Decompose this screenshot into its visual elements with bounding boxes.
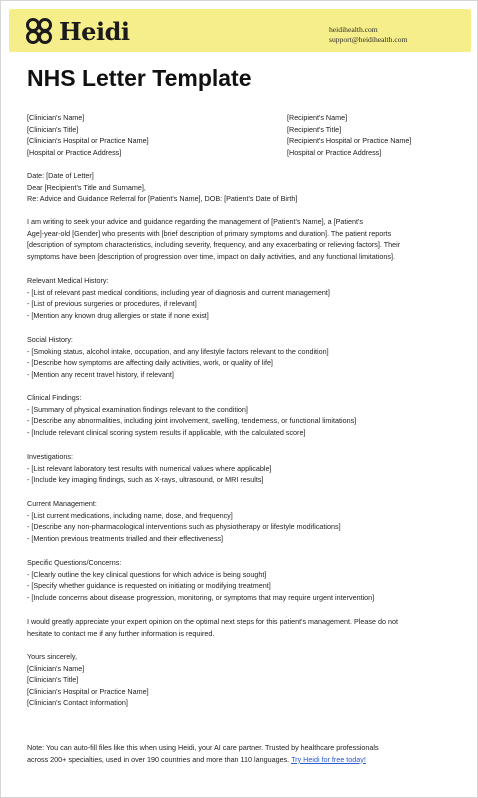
section-item: - [Clearly outline the key clinical questions for which advice is being sought] — [27, 569, 267, 579]
section-item: - [Include concerns about disease progression, monitoring, or symptoms that may require urgent intervention] — [27, 592, 375, 602]
section-item: - [Describe how symptoms are affecting daily activities, work, or quality of life] — [27, 358, 273, 368]
section-item: - [Summary of physical examination findings relevant to the condition] — [27, 404, 248, 414]
section-current-management — [27, 498, 457, 544]
section-item: - [Describe any non-pharmacological interventions such as physiotherapy or lifestyle modifications] — [27, 522, 341, 532]
section-item: - [Specify whether guidance is requested on initiating or modifying treatment] — [27, 581, 271, 591]
page-title: NHS Letter Template — [27, 65, 252, 91]
section-heading: Investigations: — [27, 452, 73, 461]
recipient-line: [Recipient's Name] — [287, 113, 348, 122]
note-line — [27, 754, 457, 766]
letter-header — [27, 170, 457, 205]
intro-line: [description of symptom characteristics, including severity, frequency, and any exacerbating or relieving factors]. Their — [27, 240, 401, 250]
section-item: - [Mention any known drug allergies or state if none exist] — [27, 310, 209, 320]
signoff-line: [Clinician's Title] — [27, 675, 79, 685]
section-investigations — [27, 451, 457, 486]
signoff-line: [Clinician's Name] — [27, 663, 85, 673]
section-heading: Social History: — [27, 335, 73, 344]
section-item: - [Include relevant clinical scoring system results if applicable, with the calculated score] — [27, 427, 306, 437]
section-item: - [Describe any abnormalities, including joint involvement, swelling, tenderness, or functional limitations] — [27, 416, 357, 426]
sender-line: [Hospital or Practice Address] — [27, 147, 122, 157]
section-item: - [Include key imaging findings, such as X-rays, ultrasound, or MRI results] — [27, 475, 264, 485]
try-heidi-link[interactable]: Try Heidi for free today! — [291, 754, 366, 764]
section-heading: Specific Questions/Concerns: — [27, 558, 122, 567]
intro-paragraph — [27, 216, 457, 262]
recipient-address — [287, 112, 411, 158]
section-item: - [Smoking status, alcohol intake, occupation, and any lifestyle factors relevant to the condition] — [27, 346, 329, 356]
website-link[interactable]: heidihealth.com — [329, 25, 378, 34]
signoff — [27, 651, 457, 709]
section-heading: Current Management: — [27, 499, 97, 508]
sender-line: [Clinician's Title] — [27, 124, 79, 134]
signoff-line: [Clinician's Contact Information] — [27, 698, 128, 708]
header-contact — [329, 25, 408, 45]
intro-line: symptoms have been [description of progression over time, impact on daily activities, and any functional limitations]. — [27, 251, 395, 261]
header-bar — [9, 9, 471, 52]
closing-line: I would greatly appreciate your expert opinion on the optimal next steps for this patient's management. Please do not — [27, 617, 398, 626]
sender-line: [Clinician's Name] — [27, 113, 85, 122]
section-heading: Clinical Findings: — [27, 393, 82, 402]
heidi-logo[interactable] — [23, 17, 129, 45]
section-item: - [List of previous surgeries or procedures, if relevant] — [27, 299, 197, 309]
signoff-line: [Clinician's Hospital or Practice Name] — [27, 686, 149, 696]
recipient-line: [Hospital or Practice Address] — [287, 147, 382, 157]
intro-line: Age]-year-old [Gender] who presents with [brief description of primary symptoms and duration]. The patient reports — [27, 228, 392, 238]
note-text: across 200+ specialties, used in over 190 countries and more than 110 languages. — [27, 754, 290, 764]
section-social-history — [27, 334, 457, 380]
section-item: - [List relevant laboratory test results with numerical values where applicable] — [27, 463, 272, 473]
salutation: Dear [Recipient's Title and Surname], — [27, 182, 146, 192]
closing-paragraph — [27, 616, 457, 639]
section-clinical-findings — [27, 392, 457, 438]
recipient-line: [Recipient's Title] — [287, 124, 342, 134]
intro-line: I am writing to seek your advice and guidance regarding the management of [Patient's Name], a [Patient's — [27, 217, 363, 226]
sender-address — [27, 112, 149, 158]
heidi-flower-icon — [23, 17, 55, 45]
section-heading: Relevant Medical History: — [27, 276, 109, 285]
closing-line: hesitate to contact me if any further information is required. — [27, 628, 215, 638]
sender-line: [Clinician's Hospital or Practice Name] — [27, 136, 149, 146]
re-line: Re: Advice and Guidance Referral for [Patient's Name], DOB: [Patient's Date of Birth] — [27, 194, 298, 204]
brand-name: Heidi — [59, 16, 130, 46]
note-line: Note: You can auto-fill files like this when using Heidi, your AI care partner. Trusted by healthcare professionals — [27, 743, 379, 752]
section-specific-questions — [27, 557, 457, 603]
section-item: - [Mention any recent travel history, if relevant] — [27, 369, 174, 379]
date-line: Date: [Date of Letter] — [27, 171, 94, 180]
section-item: - [Mention previous treatments trialled and their effectiveness] — [27, 533, 224, 543]
footer-note — [27, 742, 457, 765]
recipient-line: [Recipient's Hospital or Practice Name] — [287, 136, 412, 146]
section-medical-history — [27, 275, 457, 321]
support-email-link[interactable]: support@heidihealth.com — [329, 35, 408, 44]
section-item: - [List current medications, including name, dose, and frequency] — [27, 510, 233, 520]
section-item: - [List of relevant past medical conditions, including year of diagnosis and current management] — [27, 287, 330, 297]
signoff-line: Yours sincerely, — [27, 652, 77, 661]
